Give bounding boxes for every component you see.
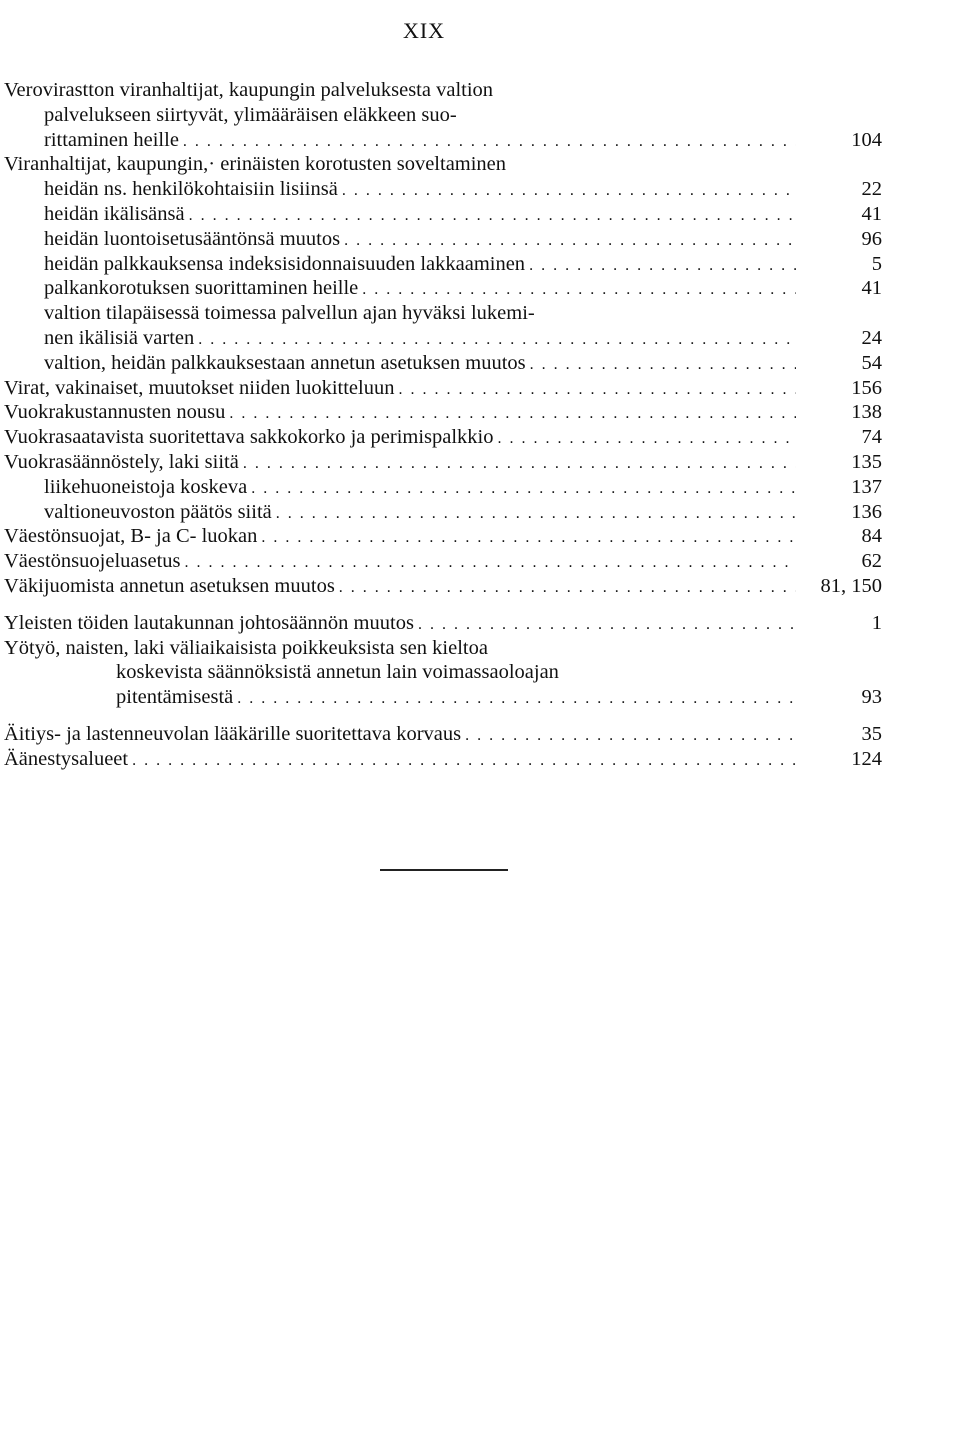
entry-page-number: 54 (861, 351, 882, 374)
dot-leader (530, 353, 796, 378)
index-entry (0, 475, 900, 500)
dot-leader (529, 254, 796, 279)
entry-text: valtion tilapäisessä toimessa palvellun ajan hyväksi lukemi- (44, 302, 535, 325)
entry-text: palkankorotuksen suorittaminen heille (44, 277, 359, 300)
entry-page-number: 124 (851, 747, 882, 770)
index-entry (0, 636, 900, 661)
index-entry (0, 549, 900, 574)
entry-text: valtioneuvoston päätös siitä (44, 500, 272, 523)
entry-text: Vuokrakustannusten nousu (4, 401, 226, 424)
index-entry (0, 685, 900, 710)
index-entry (0, 747, 900, 772)
dot-leader (342, 179, 796, 204)
dot-leader (344, 229, 796, 254)
entry-text: heidän palkkauksensa indeksisidonnaisuuden lakkaaminen (44, 252, 526, 275)
entry-page-number: 96 (861, 227, 882, 250)
dot-leader (229, 402, 796, 427)
entry-page-number: 62 (861, 550, 882, 573)
index-entry (0, 425, 900, 450)
entry-text: heidän luontoisetusääntönsä muutos (44, 227, 341, 250)
index-entry (0, 103, 900, 128)
entry-text: liikehuoneistoja koskeva (44, 475, 248, 498)
dot-leader (251, 477, 796, 502)
index-entry (0, 326, 900, 351)
index-entry (0, 351, 900, 376)
index-entry (0, 301, 900, 326)
index-entry (0, 660, 900, 685)
index-entry (0, 128, 900, 153)
dot-leader (183, 130, 796, 155)
entry-text: Äitiys- ja lastenneuvolan lääkärille suoritettava korvaus (4, 722, 462, 745)
dot-leader (261, 526, 796, 551)
index-entry (0, 252, 900, 277)
dot-leader (132, 749, 796, 774)
entry-text: Vuokrasaatavista suoritettava sakkokorko ja perimispalkkio (4, 426, 494, 449)
entry-page-number: 22 (861, 178, 882, 201)
entry-text: nen ikälisiä varten (44, 326, 195, 349)
entry-text: Virat, vakinaiset, muutokset niiden luokitteluun (4, 376, 395, 399)
dot-leader (243, 452, 796, 477)
entry-page-number: 84 (861, 525, 882, 548)
entry-page-number: 41 (861, 202, 882, 225)
dot-leader (398, 378, 796, 403)
index-entry (0, 177, 900, 202)
entry-page-number: 81, 150 (820, 574, 882, 597)
dot-leader (418, 613, 796, 638)
index-entry (0, 400, 900, 425)
entry-text: rittaminen heille (44, 128, 179, 151)
index-entry (0, 450, 900, 475)
dot-leader (189, 204, 796, 229)
index-entry (0, 152, 900, 177)
dot-leader (465, 724, 796, 749)
entry-page-number: 137 (851, 475, 882, 498)
index-entry (0, 227, 900, 252)
entry-text: heidän ns. henkilökohtaisiin lisiinsä (44, 178, 338, 201)
page-number: XIX (402, 18, 446, 43)
entry-text: valtion, heidän palkkauksestaan annetun asetuksen muutos (44, 351, 526, 374)
entry-text: Yötyö, naisten, laki väliaikaisista poikkeuksista sen kieltoa (4, 636, 488, 659)
dot-leader (362, 278, 796, 303)
index-entry (0, 202, 900, 227)
index-entry (0, 574, 900, 599)
entry-page-number: 156 (851, 376, 882, 399)
dot-leader (276, 502, 796, 527)
entry-page-number: 93 (861, 686, 882, 709)
entry-text: Vuokrasäännöstely, laki siitä (4, 450, 239, 473)
index-entry (0, 611, 900, 636)
dot-leader (237, 687, 796, 712)
entry-text: Yleisten töiden lautakunnan johtosäännön muutos (4, 611, 414, 634)
entry-page-number: 5 (871, 252, 882, 275)
entry-page-number: 136 (851, 500, 882, 523)
index-entry (0, 722, 900, 747)
entry-text: pitentämisestä (116, 686, 234, 709)
entry-page-number: 74 (861, 426, 882, 449)
entry-page-number: 138 (851, 401, 882, 424)
index-entry (0, 524, 900, 549)
entry-page-number: 135 (851, 450, 882, 473)
entry-text: Väkijuomista annetun asetuksen muutos (4, 574, 335, 597)
entry-page-number: 41 (861, 277, 882, 300)
entry-page-number: 35 (861, 722, 882, 745)
dot-leader (185, 551, 797, 576)
entry-text: koskevista säännöksistä annetun lain voimassaoloajan (116, 661, 559, 684)
index-entry (0, 78, 900, 103)
entry-text: palvelukseen siirtyvät, ylimääräisen eläkkeen suo- (44, 103, 457, 126)
index-list (0, 78, 900, 772)
entry-text: Väestönsuojeluasetus (4, 550, 181, 573)
index-entry (0, 376, 900, 401)
entry-text: Verovirastton viranhaltijat, kaupungin palveluksesta valtion (4, 79, 494, 101)
index-entry (0, 276, 900, 301)
dot-leader (198, 328, 796, 353)
index-entry (0, 500, 900, 525)
entry-text: Viranhaltijat, kaupungin,· erinäisten korotusten soveltaminen (4, 153, 507, 176)
entry-text: Äänestysalueet (4, 747, 129, 770)
dot-leader (339, 576, 796, 601)
entry-page-number: 24 (861, 326, 882, 349)
entry-page-number: 104 (851, 128, 882, 151)
entry-text: heidän ikälisänsä (44, 202, 185, 225)
dot-leader (498, 427, 797, 452)
end-rule (380, 869, 508, 871)
entry-page-number: 1 (871, 611, 882, 634)
entry-text: Väestönsuojat, B- ja C- luokan (4, 525, 258, 548)
